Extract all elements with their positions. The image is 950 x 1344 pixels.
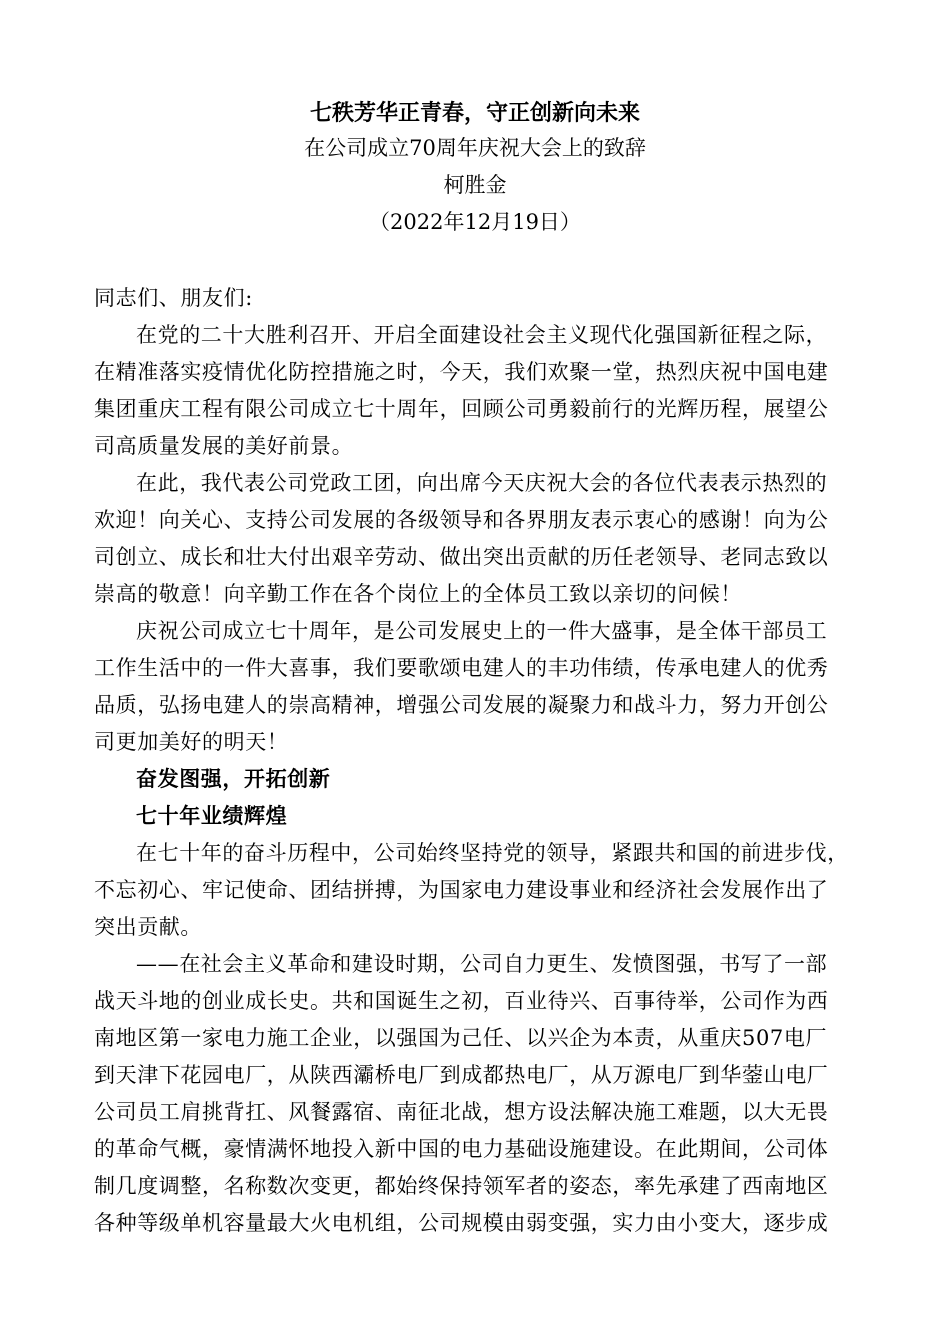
- paragraph-line: 在七十年的奋斗历程中，公司始终坚持党的领导，紧跟共和国的前进步伐，: [136, 841, 849, 865]
- author-name: 柯胜金: [443, 173, 507, 197]
- paragraph-line: 到天津下花园电厂，从陕西灞桥电厂到成都热电厂，从万源电厂到华蓥山电厂: [94, 1063, 829, 1087]
- paragraph-line: 集团重庆工程有限公司成立七十周年，回顾公司勇毅前行的光辉历程，展望公: [94, 397, 829, 421]
- speech-date: （2022年12月19日）: [369, 210, 581, 234]
- salutation-line: 同志们、朋友们:: [94, 286, 253, 310]
- paragraph-line: ——在社会主义革命和建设时期，公司自力更生、发愤图强，书写了一部: [136, 952, 828, 976]
- paragraph-line: 各种等级单机容量最大火电机组，公司规模由弱变强，实力由小变大，逐步成: [94, 1211, 829, 1235]
- paragraph-line: 在此，我代表公司党政工团，向出席今天庆祝大会的各位代表表示热烈的: [136, 471, 828, 495]
- paragraph-line: 在精准落实疫情优化防控措施之时，今天，我们欢聚一堂，热烈庆祝中国电建: [94, 360, 829, 384]
- paragraph-line: 公司员工肩挑背扛、风餐露宿、南征北战，想方设法解决施工难题，以大无畏: [94, 1100, 829, 1124]
- paragraph-line: 崇高的敬意！向辛勤工作在各个岗位上的全体员工致以亲切的问候！: [94, 582, 742, 606]
- paragraph-line: 庆祝公司成立七十周年，是公司发展史上的一件大盛事，是全体干部员工: [136, 619, 828, 643]
- paragraph-line: 欢迎！向关心、支持公司发展的各级领导和各界朋友表示衷心的感谢！向为公: [94, 508, 829, 532]
- paragraph-line: 在党的二十大胜利召开、开启全面建设社会主义现代化强国新征程之际，: [136, 323, 828, 347]
- paragraph-line: 突出贡献。: [94, 915, 202, 939]
- document-subtitle: 在公司成立70周年庆祝大会上的致辞: [304, 136, 646, 160]
- paragraph-line: 工作生活中的一件大喜事，我们要歌颂电建人的丰功伟绩，传承电建人的优秀: [94, 656, 829, 680]
- paragraph-line: 司高质量发展的美好前景。: [94, 434, 354, 458]
- paragraph-line: 司创立、成长和壮大付出艰辛劳动、做出突出贡献的历任老领导、老同志致以: [94, 545, 829, 569]
- paragraph-line: 制几度调整，名称数次变更，都始终保持领军者的姿态，率先承建了西南地区: [94, 1174, 829, 1198]
- paragraph-line: 战天斗地的创业成长史。共和国诞生之初，百业待兴、百事待举，公司作为西: [94, 989, 829, 1013]
- paragraph-line: 不忘初心、牢记使命、团结拼搏，为国家电力建设事业和经济社会发展作出了: [94, 878, 829, 902]
- paragraph-line: 司更加美好的明天！: [94, 730, 289, 754]
- speech-body: [94, 280, 864, 1242]
- paragraph-line: 品质，弘扬电建人的崇高精神，增强公司发展的凝聚力和战斗力，努力开创公: [94, 693, 829, 717]
- paragraph-line: 的革命气概，豪情满怀地投入新中国的电力基础设施建设。在此期间，公司体: [94, 1137, 829, 1161]
- section-heading: 奋发图强，开拓创新: [136, 767, 331, 791]
- section-subheading: 七十年业绩辉煌: [136, 804, 288, 828]
- paragraph-line: 南地区第一家电力施工企业，以强国为己任、以兴企为本责，从重庆507电厂: [94, 1026, 828, 1050]
- document-title: 七秩芳华正青春，守正创新向未来: [309, 100, 640, 126]
